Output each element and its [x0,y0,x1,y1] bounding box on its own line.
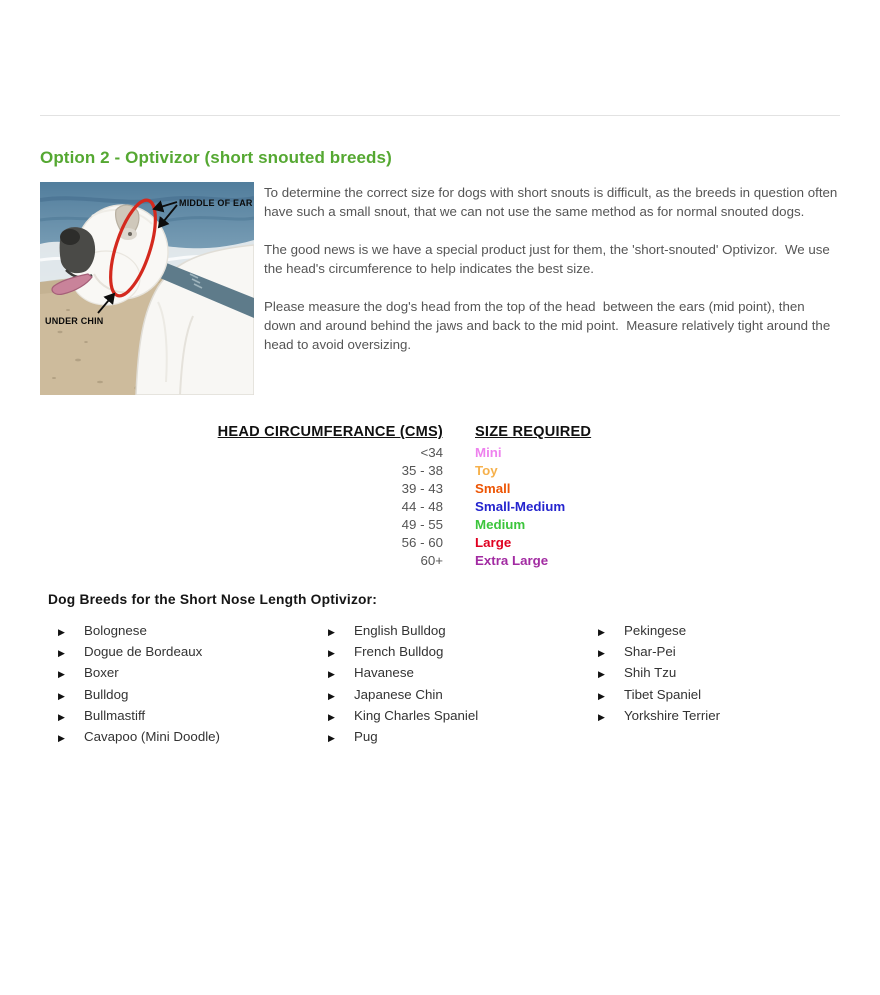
breed-item [328,685,598,706]
breed-item [58,663,328,684]
range-cell: 56 - 60 [401,535,443,550]
breed-name: Dogue de Bordeaux [84,644,203,660]
size-required-header: SIZE REQUIRED [475,424,592,440]
triangle-bullet-icon: ▶ [328,627,335,637]
section-heading: Option 2 - Optivizor (short snouted breeds) [40,148,392,167]
breed-name: Shar-Pei [624,644,676,660]
breeds-column-2 [328,621,598,748]
breed-item [598,706,868,727]
size-cell: Small [475,481,511,496]
range-cell: 39 - 43 [401,481,443,496]
intro-paragraph-1: To determine the correct size for dogs with short snouts is difficult, as the breeds in question often have such a small snout, that we can not use the same method as for normal snouted dogs. [264,185,842,219]
triangle-bullet-icon: ▶ [58,733,65,744]
size-cell: Small-Medium [475,499,566,514]
size-table-row [200,498,880,516]
breed-item [58,727,328,748]
breed-name: Boxer [84,665,119,681]
size-table-row [200,516,880,534]
size-cell: Toy [475,463,498,478]
under-chin-label: UNDER CHIN [45,316,104,326]
breed-item [328,642,598,663]
breed-name: Pekingese [624,623,687,638]
dog-measurement-image [40,182,254,395]
triangle-bullet-icon: ▶ [58,711,65,722]
breed-name: Bullmastiff [84,707,146,723]
breed-item [598,663,868,684]
breeds-list [58,621,880,748]
breed-item [328,727,598,748]
dog-photo-illustration [40,182,254,395]
intro-paragraph-2: The good news is we have a special product just for them, the 'short-snouted' Optivizor. We use the head's circumference to help indicates the best size. [264,242,834,276]
breed-name: Bulldog [84,686,129,702]
intro-section [40,182,840,395]
breeds-heading: Dog Breeds for the Short Nose Length Optivizor: [48,592,378,607]
triangle-bullet-icon: ▶ [328,669,335,680]
range-cell: 44 - 48 [401,499,443,514]
breed-name: French Bulldog [354,644,444,660]
range-cell: 49 - 55 [401,517,443,532]
breed-item [598,685,868,706]
size-table-header-row [200,424,880,440]
breed-item [58,642,328,663]
breed-name: English Bulldog [354,623,446,638]
intro-paragraph-3: Please measure the dog's head from the top of the head between the ears (mid point), then down and around behind the jaws and back to the mid point. Measure relatively tight around the head to avoid oversizing. [264,299,834,352]
size-table-row [200,480,880,498]
breed-item [58,706,328,727]
triangle-bullet-icon: ▶ [58,669,65,680]
size-table-row [200,552,880,570]
breed-name: Cavapoo (Mini Doodle) [84,729,220,745]
top-divider [40,115,840,116]
size-cell: Large [475,535,512,550]
breed-item [598,642,868,663]
triangle-bullet-icon: ▶ [328,690,335,701]
triangle-bullet-icon: ▶ [58,648,65,659]
size-cell: Extra Large [475,553,549,568]
range-cell: 35 - 38 [401,463,443,478]
breed-item [328,706,598,727]
breeds-column-1 [58,621,328,748]
triangle-bullet-icon: ▶ [328,648,335,659]
breed-name: Shih Tzu [624,665,677,681]
size-table-row [200,444,880,462]
breed-item [328,663,598,684]
size-cell: Medium [475,517,526,532]
range-cell: <34 [420,445,443,460]
breed-name: Bolognese [84,623,147,638]
triangle-bullet-icon: ▶ [328,711,335,722]
triangle-bullet-icon: ▶ [598,648,605,659]
breed-item [58,621,328,642]
breeds-column-3 [598,621,868,748]
page [0,115,880,995]
triangle-bullet-icon: ▶ [328,733,335,744]
size-table-row [200,462,880,480]
head-circumference-header: HEAD CIRCUMFERANCE (CMS) [217,424,443,440]
triangle-bullet-icon: ▶ [598,690,605,701]
triangle-bullet-icon: ▶ [58,627,65,637]
triangle-bullet-icon: ▶ [598,627,605,637]
breed-name: Tibet Spaniel [624,686,702,702]
breed-name: Yorkshire Terrier [624,707,721,723]
breed-item [328,621,598,642]
breed-name: King Charles Spaniel [354,707,479,723]
triangle-bullet-icon: ▶ [598,711,605,722]
size-cell: Mini [475,445,502,460]
triangle-bullet-icon: ▶ [598,669,605,680]
breed-name: Japanese Chin [354,686,443,702]
breed-item [598,621,868,642]
breed-item [58,685,328,706]
range-cell: 60+ [420,553,443,568]
middle-of-ear-label: MIDDLE OF EAR [179,198,253,208]
intro-text [264,182,840,395]
breed-name: Pug [354,729,378,745]
size-table-row [200,534,880,552]
triangle-bullet-icon: ▶ [58,690,65,701]
size-table [200,424,880,570]
breed-name: Havanese [354,665,414,681]
